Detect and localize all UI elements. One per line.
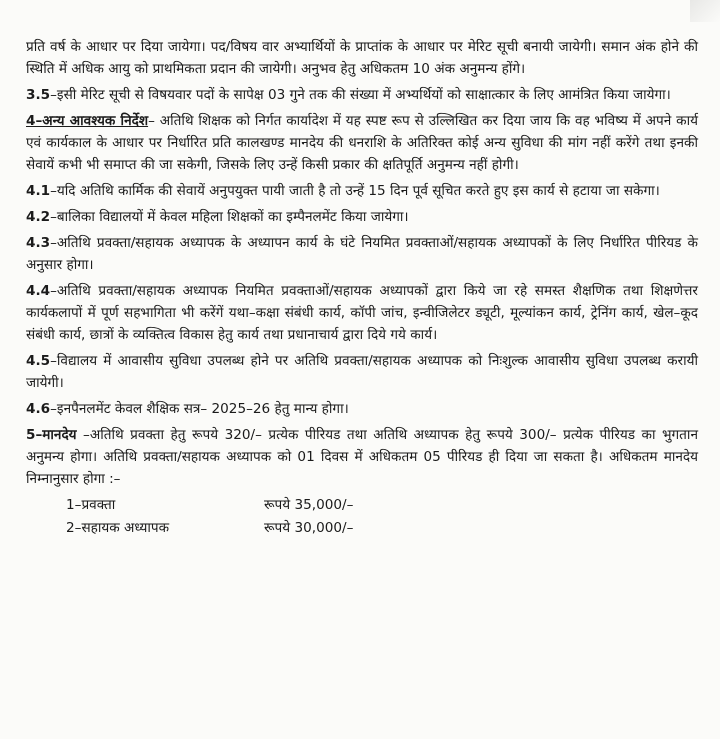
paragraph-text: –बालिका विद्यालयों में केवल महिला शिक्षकों का इम्पैनलमेंट किया जायेगा।	[50, 209, 409, 225]
paragraph-4-4	[26, 280, 698, 346]
paragraph-5	[26, 424, 698, 490]
paragraph-text: –यदि अतिथि कार्मिक की सेवायें अनुपयुक्त पायी जाती है तो उन्हें 15 दिन पूर्व सूचित करते हुए इस कार्य से हटाया जा सकेगा।	[50, 183, 660, 199]
salary-amount: रूपये 35,000/–	[264, 497, 354, 513]
salary-label: 1–प्रवक्ता	[66, 497, 116, 513]
paragraph-4-2	[26, 206, 698, 228]
salary-amount: रूपये 30,000/–	[264, 520, 354, 536]
salary-row	[26, 517, 698, 540]
section-heading: 5–मानदेय	[26, 427, 77, 443]
paragraph-text: –विद्यालय में आवासीय सुविधा उपलब्ध होने पर अतिथि प्रवक्ता/सहायक अध्यापक को निःशुल्क आवासीय सुविधा उपलब्ध करायी जायेगी।	[26, 353, 698, 391]
paragraph-3-5	[26, 84, 698, 106]
paragraph-text: प्रति वर्ष के आधार पर दिया जायेगा। पद/विषय वार अभ्यार्थियों के प्राप्तांक के आधार पर मेरिट सूची बनायी जायेगी। समान अंक होने की स्थिति में अधिक आयु को प्राथमिकता प्रदान की जायेगी। अनुभव हेतु अधिकतम 10 अंक अनुमन्य होंगे।	[26, 39, 698, 77]
paragraph-text: –अतिथि प्रवक्ता/सहायक अध्यापक के अध्यापन कार्य के घंटे नियमित प्रवक्ताओं/सहायक अध्यापकों के लिए निर्धारित पीरियड के अनुसार होगा।	[26, 235, 698, 273]
clause-number: 4.6	[26, 401, 51, 417]
paragraph-4	[26, 110, 698, 176]
clause-number: 4.3	[26, 235, 51, 251]
scan-mark	[690, 0, 720, 22]
salary-label: 2–सहायक अध्यापक	[66, 520, 170, 536]
clause-number: 4.2	[26, 209, 51, 225]
clause-number: 4.1	[26, 183, 51, 199]
paragraph-text: – अतिथि शिक्षक को निर्गत कार्यादेश में यह स्पष्ट रूप से उल्लिखित कर दिया जाय कि वह भविष्य में अपने कार्य एवं कार्यकाल के आधार पर निर्धारित प्रति कालखण्ड मानदेय की धनराशि के अतिरिक्त कोई अन्य सुविधा की मांग नहीं करेंगे तथा इनकी सेवायें कभी भी समाप्त की जा सकेगी, जिसके लिए उन्हें किसी प्रकार की क्षतिपूर्ति अनुमन्य नहीं होगी।	[26, 113, 698, 173]
paragraph-text: –इसी मेरिट सूची से विषयवार पदों के सापेक्ष 03 गुने तक की संख्या में अभ्यर्थियों को साक्षात्कार के लिए आमंत्रित किया जायेगा।	[50, 87, 671, 103]
paragraph-4-1	[26, 180, 698, 202]
clause-number: 4.4	[26, 283, 51, 299]
paragraph-4-6	[26, 398, 698, 420]
paragraph-text: –अतिथि प्रवक्ता/सहायक अध्यापक नियमित प्रवक्ताओं/सहायक अध्यापकों द्वारा किये जा रहे समस्त शैक्षणिक तथा शिक्षणेत्तर कार्यकलापों में पूर्ण सहभागिता भी करेंगें यथा–कक्षा संबंधी कार्य, कॉपी जांच, इन्वीजिलेटर ड्यूटी, मूल्यांकन कार्य, ट्रेनिंग कार्य, खेल–कूद संबंधी कार्य, छात्रों के व्यक्तित्व विकास हेतु कार्य तथा प्रधानाचार्य द्वारा दिये गये कार्य।	[26, 283, 698, 343]
paragraph-text: –इनपैनलमेंट केवल शैक्षिक सत्र– 2025–26 हेतु मान्य होगा।	[50, 401, 349, 417]
paragraph-4-5	[26, 350, 698, 394]
paragraph-merit-list	[26, 36, 698, 80]
clause-number: 4.5	[26, 353, 51, 369]
salary-table	[26, 494, 698, 540]
paragraph-4-3	[26, 232, 698, 276]
clause-number: 3.5	[26, 87, 51, 103]
section-heading: 4–अन्य आवश्यक निर्देश	[26, 113, 149, 129]
salary-row	[26, 494, 698, 517]
paragraph-text: –अतिथि प्रवक्ता हेतु रूपये 320/– प्रत्येक पीरियड तथा अतिथि अध्यापक हेतु रूपये 300/– प्रत्येक पीरियड का भुगतान अनुमन्य होगा। अतिथि प्रवक्ता/सहायक अध्यापक को 01 दिवस में अधिकतम 05 पीरियड ही दिया जा सकता है। अधिकतम मानदेय निम्नानुसार होगा :–	[26, 427, 698, 487]
